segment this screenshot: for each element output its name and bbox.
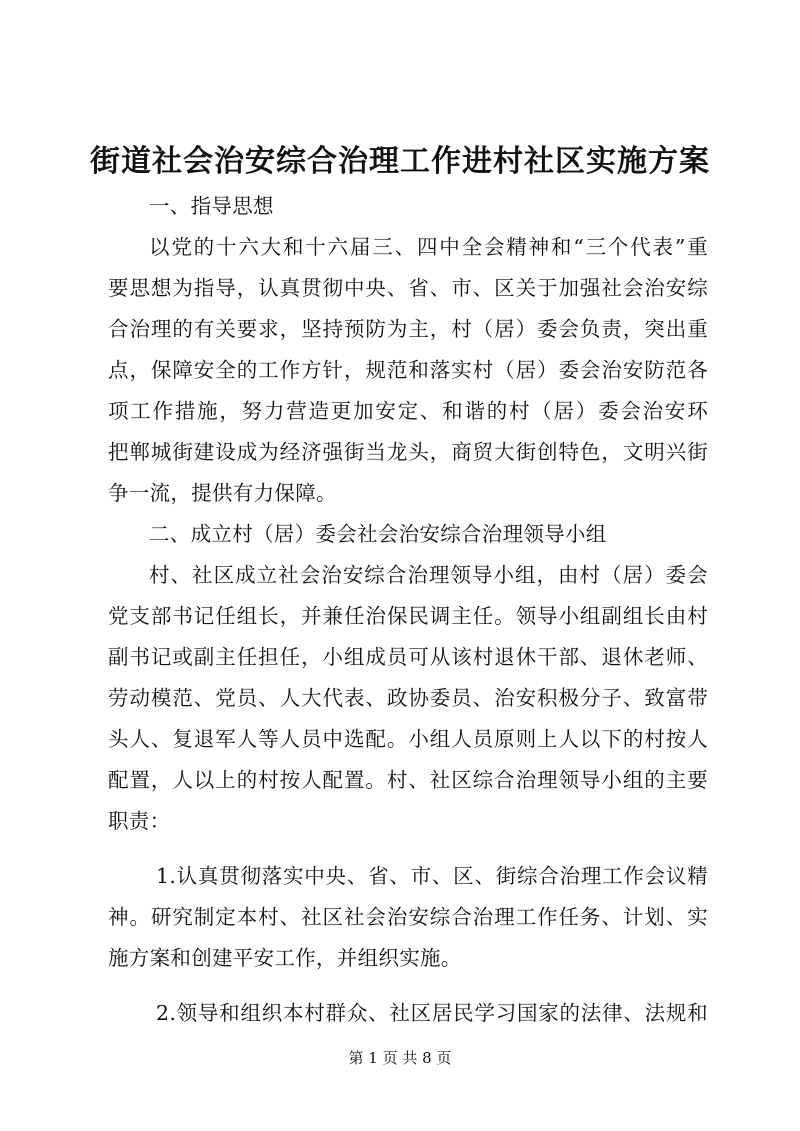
- paragraph-line: 2.领导和组织本村群众、社区居民学习国家的法律、法规和: [156, 1001, 708, 1025]
- paragraph-line: 配置，人以上的村按人配置。村、社区综合治理领导小组的主要: [108, 768, 708, 792]
- paragraph-line: 劳动模范、党员、人大代表、政协委员、治安积极分子、致富带: [108, 686, 708, 710]
- paragraph-line: 头人、复退军人等人员中选配。小组人员原则上人以下的村按人: [108, 727, 708, 751]
- paragraph-line: 以党的十六大和十六届三、四中全会精神和“三个代表”重: [149, 235, 708, 259]
- paragraph-line: 村、社区成立社会治安综合治理领导小组，由村（居）委会: [149, 563, 708, 587]
- paragraph-spacer: [108, 979, 708, 993]
- paragraph-line: 施方案和创建平安工作，并组织实施。: [108, 946, 462, 970]
- paragraph-line: 合治理的有关要求，坚持预防为主，村（居）委会负责，突出重: [108, 317, 708, 341]
- paragraph-spacer: [108, 842, 708, 856]
- paragraph-guiding-ideology: [108, 227, 708, 514]
- list-item-1: [108, 856, 708, 979]
- paragraph-line: 要思想为指导，认真贯彻中央、省、市、区关于加强社会治安综: [108, 276, 708, 300]
- paragraph-line: 神。研究制定本村、社区社会治安综合治理工作任务、计划、实: [108, 905, 708, 929]
- paragraph-line: 党支部书记任组长，并兼任治保民调主任。领导小组副组长由村: [108, 604, 708, 628]
- section-heading: 一、指导思想: [149, 194, 274, 218]
- paragraph-line: 争一流，提供有力保障。: [108, 481, 337, 505]
- paragraph-line: 项工作措施，努力营造更加安定、和谐的村（居）委会治安环: [108, 399, 708, 423]
- document-title: 街道社会治安综合治理工作进村社区实施方案: [90, 144, 710, 179]
- list-item-2: [108, 993, 708, 1034]
- document-body: [108, 186, 708, 1034]
- section-heading: 二、成立村（居）委会社会治安综合治理领导小组: [149, 522, 607, 546]
- page-footer: 第 1 页 共 8 页: [348, 1049, 452, 1067]
- paragraph-leading-group: [108, 555, 708, 842]
- paragraph-line: 把郸城街建设成为经济强街当龙头，商贸大街创特色，文明兴街: [108, 440, 708, 464]
- paragraph-line: 副书记或副主任担任，小组成员可从该村退休干部、退休老师、: [108, 645, 708, 669]
- paragraph-line: 职责：: [108, 809, 171, 833]
- paragraph-line: 1.认真贯彻落实中央、省、市、区、街综合治理工作会议精: [156, 864, 708, 888]
- paragraph-line: 点，保障安全的工作方针，规范和落实村（居）委会治安防范各: [108, 358, 708, 382]
